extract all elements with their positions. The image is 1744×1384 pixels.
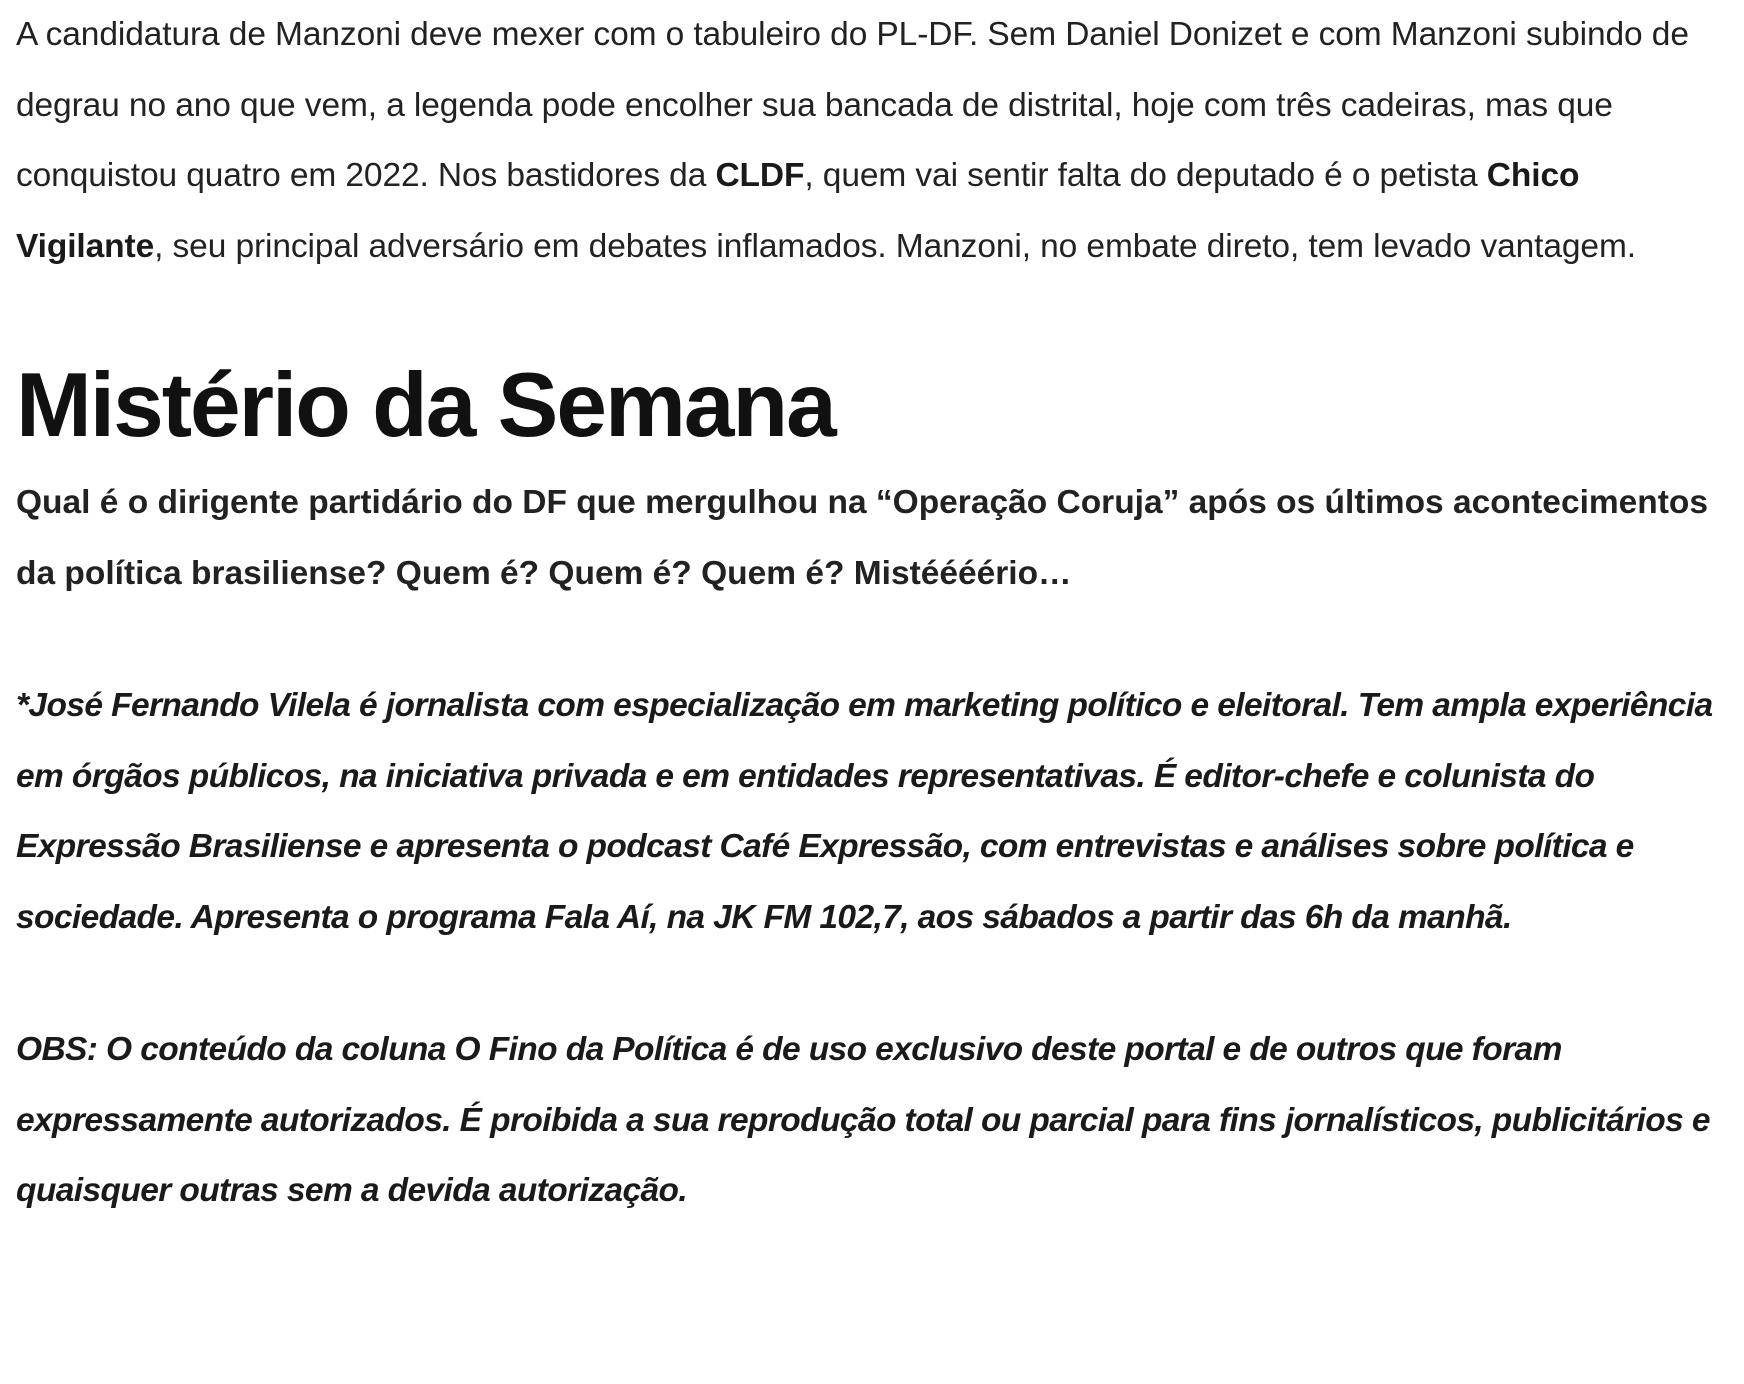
bold-name-chico-vigilante: Chico Vigilante — [16, 157, 1580, 265]
paragraph-text: , seu principal adversário em debates inflamados. Manzoni, no embate direto, tem levado vantagem. — [154, 227, 1636, 265]
article-paragraph — [16, 0, 1716, 282]
mystery-question: Qual é o dirigente partidário do DF que mergulhou na “Operação Coruja” após os últimos acontecimentos da política brasiliense? Quem é? Quem é? Quem é? Mistéééério… — [16, 484, 1709, 592]
article-body — [16, 0, 1716, 1227]
copyright-notice: OBS: O conteúdo da coluna O Fino da Política é de uso exclusivo deste portal e de outros que foram expressamente autorizados. É proibida a sua reprodução total ou parcial para fins jornalísticos, publicitários e quaisquer outras sem a devida autorização. — [16, 1031, 1710, 1209]
paragraph-text: , quem vai sentir falta do deputado é o petista — [804, 157, 1487, 194]
section-heading: Mistério da Semana — [16, 355, 835, 456]
paragraph-text: A candidatura de Manzoni deve mexer com o tabuleiro do PL-DF. Sem Daniel Donizet e com Manzoni subindo de degrau no ano que vem, a legenda pode encolher sua bancada de distrital, hoje com três cadeiras, mas que conquistou quatro em 2022. Nos bastidores da — [16, 16, 1689, 194]
bold-term-cldf: CLDF — [715, 157, 805, 194]
author-bio: *José Fernando Vilela é jornalista com especialização em marketing político e eleitoral. Tem ampla experiência em órgãos públicos, na iniciativa privada e em entidades representativas. É editor-chefe e colunista do Expressão Brasiliense e apresenta o podcast Café Expressão, com entrevistas e análises sobre política e sociedade. Apresenta o programa Fala Aí, na JK FM 102,7, aos sábados a partir das 6h da manhã. — [16, 687, 1713, 936]
